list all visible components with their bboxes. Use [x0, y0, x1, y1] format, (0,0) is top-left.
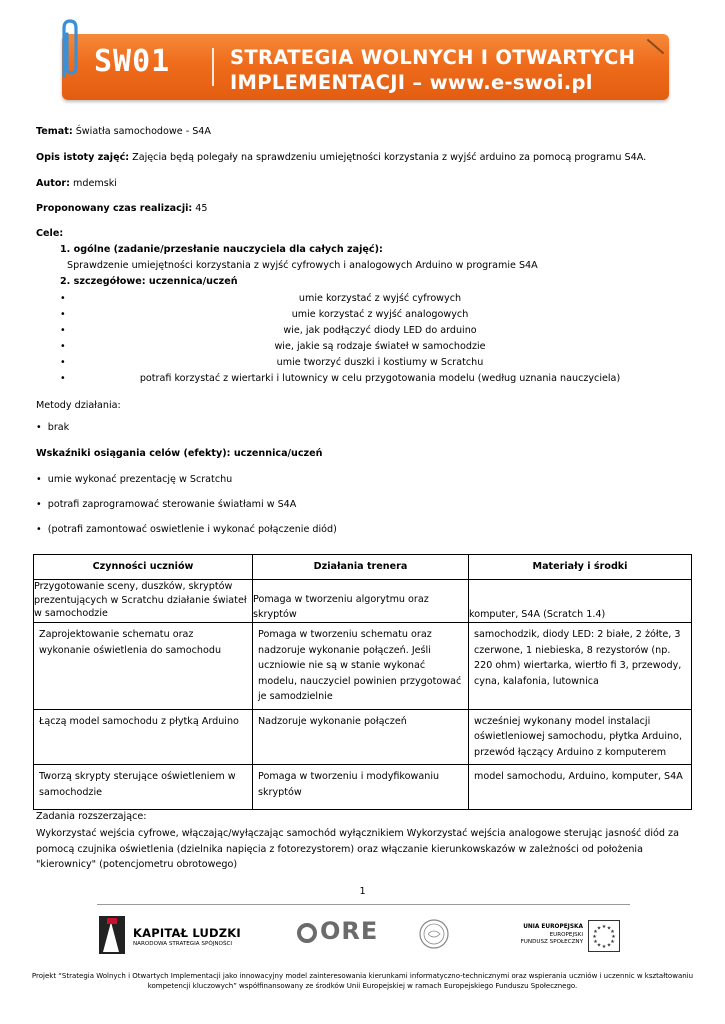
indicator-item: [36, 474, 232, 485]
ore-logo-text: ORE: [320, 917, 379, 945]
indicator-item: [36, 499, 296, 510]
description-line: [36, 152, 646, 163]
bullet-icon: •: [60, 293, 66, 304]
table-row: [34, 623, 692, 710]
eu-title: UNIA EUROPEJSKA: [523, 924, 583, 930]
kapital-ludzki-logo-icon: [97, 912, 127, 958]
table-cell: model samochodu, Arduino, komputer, S4A: [469, 765, 692, 810]
svg-text:★: ★: [610, 929, 615, 935]
list-item: umie tworzyć duszki i kostiumy w Scratchu: [276, 357, 484, 368]
bullet-icon: •: [60, 373, 66, 384]
table-row: [34, 765, 692, 810]
goals-label: Cele:: [36, 228, 64, 239]
eu-subtitle-1: EUROPEJSKI: [549, 932, 583, 938]
paperclip-icon: [56, 18, 82, 80]
list-item: potrafi korzystać z wiertarki i lutownicy w celu przygotowania modelu (według uznania nauczyciela): [139, 373, 621, 384]
table-cell: Przygotowanie sceny, duszków, skryptów prezentujących w Scratchu działanie świateł w samochodzie: [34, 580, 253, 623]
kapital-ludzki-subtitle: NARODOWA STRATEGIA SPÓJNOŚCI: [133, 941, 233, 947]
table-row: [34, 580, 692, 623]
methods-label: Metody działania:: [36, 400, 121, 411]
table-cell: Łączą model samochodu z płytką Arduino: [34, 709, 253, 765]
list-item: umie korzystać z wyjść analogowych: [291, 309, 469, 320]
bullet-icon: •: [36, 524, 48, 535]
table-cell: Tworzą skrypty sterujące oświetleniem w samochodzie: [34, 765, 253, 810]
author-label: Autor:: [36, 178, 70, 189]
fundusz-seal-icon: [417, 917, 451, 951]
general-goal-text: Sprawdzenie umiejętności korzystania z wyjść cyfrowych i analogowych Arduino w programie S4A: [67, 260, 538, 271]
column-header: Materiały i środki: [469, 555, 692, 580]
topic-label: Temat:: [36, 126, 73, 137]
methods-item: [36, 422, 69, 433]
ore-logo-icon: [297, 921, 317, 945]
column-header: Działania trenera: [253, 555, 469, 580]
description-label: Opis istoty zajęć:: [36, 152, 130, 163]
author-line: [36, 178, 117, 189]
svg-text:★: ★: [611, 934, 616, 940]
duration-label: Proponowany czas realizacji:: [36, 203, 193, 214]
table-cell: samochodzik, diody LED: 2 białe, 2 żółte, 3 czerwone, 1 niebieska, 8 rezystorów (np. 220 ohm) wiertarka, wiertło fi 3, przewody, cyna, kalafonia, lutownica: [469, 623, 692, 710]
extension-text: Wykorzystać wejścia cyfrowe, włączając/wyłączając samochód wyłącznikiem Wykorzystać wejścia analogowe sterując jasność diód za pomocą czujnika oświetlenia (dzielnika napięcia z fotorezystorem) oraz włączanie kierunkowskazów w zależności od położenia "kierownicy" (potencjometru obrotowego): [36, 828, 679, 870]
table-cell: Pomaga w tworzeniu algorytmu oraz skryptów: [253, 580, 469, 623]
footer-note: Projekt “Strategia Wolnych i Otwartych Implementacji jako innowacyjny model zainteresowania kierunkami informatyczno-technicznymi oraz wspierania uczniów i uczennic w kształtowaniu kompetencji kluczowych” współfinansowany ze środków Unii Europejskiej w ramach Europejskiego Funduszu Społecznego.: [31, 972, 694, 990]
indicator-text: potrafi zaprogramować sterowanie światłami w S4A: [47, 499, 297, 510]
bullet-icon: •: [36, 422, 48, 433]
eu-flag-icon: [588, 920, 620, 952]
indicator-text: (potrafi zamontować oswietlenie i wykonać połączenie diód): [47, 524, 337, 535]
bullet-icon: •: [60, 357, 66, 368]
header-banner: [62, 34, 669, 100]
svg-text:★: ★: [601, 944, 607, 950]
eu-subtitle-2: FUNDUSZ SPOŁECZNY: [520, 939, 583, 945]
methods-item-text: brak: [47, 422, 70, 433]
indicators-label: Wskaźniki osiągania celów (efekty): uczennica/uczeń: [36, 448, 323, 459]
author-value: mdemski: [70, 178, 117, 189]
table-cell: Nadzoruje wykonanie połączeń: [253, 709, 469, 765]
list-item: wie, jakie są rodzaje świateł w samochodzie: [274, 341, 486, 352]
header-title-line2: IMPLEMENTACJI – www.e-swoi.pl: [230, 71, 593, 94]
topic-value: Światła samochodowe - S4A: [72, 126, 211, 137]
list-item: wie, jak podłączyć diody LED do arduino: [283, 325, 477, 336]
description-value: Zajęcia będą polegały na sprawdzeniu umiejętności korzystania z wyjść arduino za pomocą programu S4A.: [129, 152, 647, 163]
svg-text:★: ★: [606, 942, 612, 949]
duration-line: [36, 203, 208, 214]
svg-text:★: ★: [596, 942, 602, 949]
svg-text:★: ★: [593, 929, 598, 935]
header-title-line1: STRATEGIA WOLNYCH I OTWARTYCH: [230, 46, 636, 69]
kapital-ludzki-title: KAPITAŁ LUDZKI: [133, 926, 241, 940]
general-goal-heading: 1. ogólne (zadanie/przesłanie nauczyciela dla całych zajęć):: [60, 244, 383, 255]
bullet-icon: •: [60, 325, 66, 336]
pencil-icon: [646, 38, 666, 56]
topic-line: [36, 126, 211, 137]
svg-text:★: ★: [610, 939, 615, 945]
swoi-logo: SW01: [94, 44, 171, 79]
page-number: 1: [359, 886, 366, 897]
column-header: Czynności uczniów: [34, 555, 253, 580]
table-cell: komputer, S4A (Scratch 1.4): [469, 580, 692, 623]
svg-text:★: ★: [592, 934, 597, 940]
svg-text:★: ★: [593, 939, 598, 945]
table-cell: Pomaga w tworzeniu schematu oraz nadzoruje wykonanie połączeń. Jeśli uczniowie nie są w stanie wykonać modelu, nauczyciel powinien przygotować je samodzielnie: [253, 623, 469, 710]
bullet-icon: •: [60, 341, 66, 352]
bullet-icon: •: [36, 499, 48, 510]
activities-table: [33, 554, 692, 810]
table-header-row: [34, 555, 692, 580]
bullet-icon: •: [60, 309, 66, 320]
indicator-item: [36, 524, 337, 535]
logo-separator: [212, 48, 214, 86]
duration-value: 45: [192, 203, 208, 214]
svg-text:★: ★: [596, 925, 602, 932]
extension-label: Zadania rozszerzające:: [36, 811, 147, 822]
footer-divider: [97, 904, 630, 905]
table-row: [34, 709, 692, 765]
table-cell: Zaprojektowanie schematu oraz wykonanie oświetlenia do samochodu: [34, 623, 253, 710]
svg-text:★: ★: [606, 925, 612, 932]
detailed-goal-heading: 2. szczegółowe: uczennica/uczeń: [60, 276, 238, 287]
table-cell: Pomaga w tworzeniu i modyfikowaniu skryptów: [253, 765, 469, 810]
list-item: umie korzystać z wyjść cyfrowych: [298, 293, 462, 304]
indicator-text: umie wykonać prezentację w Scratchu: [47, 474, 233, 485]
svg-text:★: ★: [601, 924, 607, 930]
bullet-icon: •: [36, 474, 48, 485]
table-cell: wcześniej wykonany model instalacji oświetleniowej samochodu, płytka Arduino, przewód łączący Arduino z komputerem: [469, 709, 692, 765]
